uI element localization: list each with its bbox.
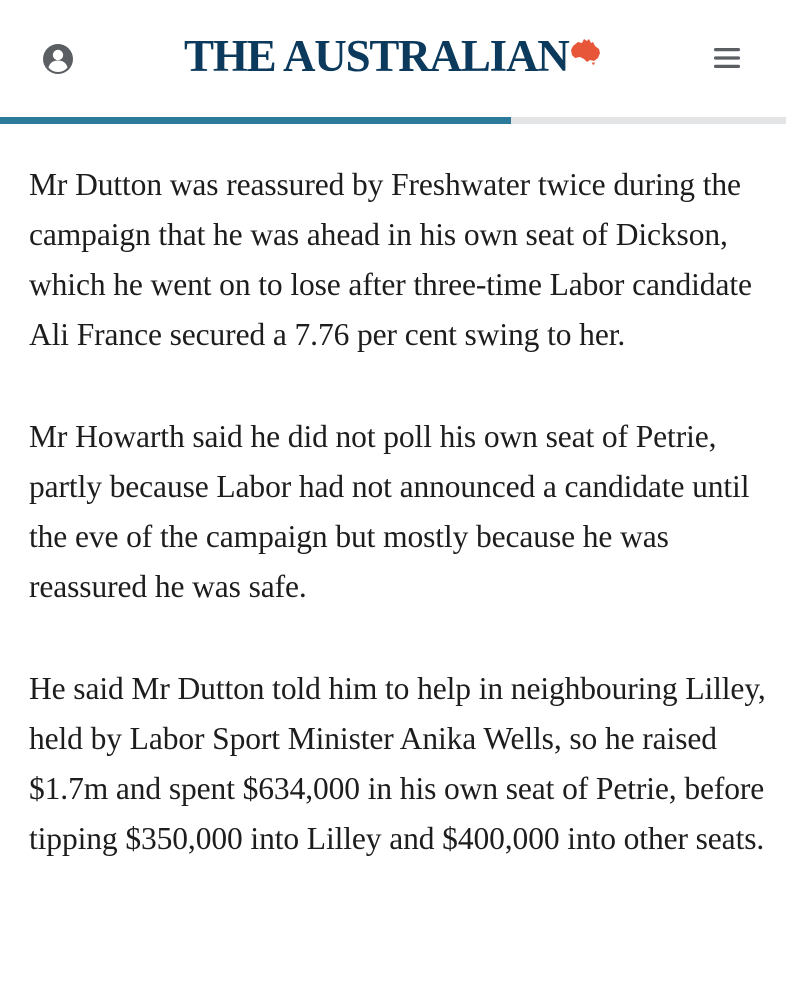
account-button[interactable] (42, 43, 74, 75)
user-icon (42, 43, 74, 75)
article-paragraph: He said Mr Dutton told him to help in neighbouring Lilley, held by Labor Sport Minister Anika Wells, so he raised $1.7m and spent $634,000 in his own seat of Petrie, before tipping $350,000 into Lilley and $400,000 into other seats. (29, 671, 766, 856)
article-paragraph: Mr Howarth said he did not poll his own seat of Petrie, partly because Labor had not announced a candidate until the eve of the campaign but mostly because he was reassured he was safe. (29, 419, 750, 604)
article-body (29, 160, 769, 916)
reading-progress-bar (0, 117, 786, 124)
hamburger-menu-icon (711, 44, 743, 72)
article-paragraph: Mr Dutton was reassured by Freshwater twice during the campaign that he was ahead in his own seat of Dickson, which he went on to lose after three-time Labor candidate Ali France secured a 7.76 per cent swing to her. (29, 167, 752, 352)
menu-button[interactable] (711, 44, 743, 72)
masthead-logo[interactable] (184, 30, 602, 82)
masthead-title: THE AUSTRALIAN (184, 31, 569, 81)
site-header (0, 0, 786, 117)
australia-map-icon (570, 37, 602, 65)
reading-progress-fill (0, 117, 511, 124)
